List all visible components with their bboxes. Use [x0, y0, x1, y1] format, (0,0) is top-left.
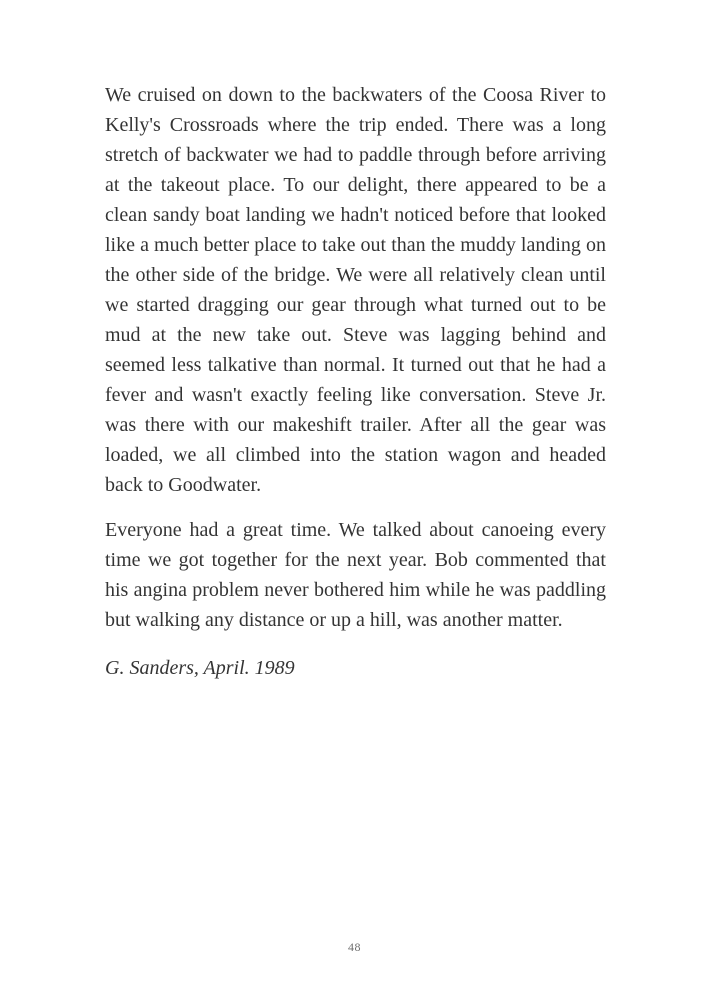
text-block	[105, 80, 606, 698]
body-paragraph: We cruised on down to the backwaters of the Coosa River to Kelly's Crossroads where the trip ended. There was a long stretch of backwater we had to paddle through before arriving at the takeout place. To our delight, there appeared to be a clean sandy boat landing we hadn't noticed before that looked like a much better place to take out than the muddy landing on the other side of the bridge. We were all relatively clean until we started dragging our gear through what turned out to be mud at the new take out. Steve was lagging behind and seemed less talkative than normal. It turned out that he had a fever and wasn't exactly feeling like conversation. Steve Jr. was there with our makeshift trailer. After all the gear was loaded, we all climbed into the station wagon and headed back to Goodwater.	[105, 84, 606, 496]
signature-line: G. Sanders, April. 1989	[105, 657, 295, 679]
page-number: 48	[348, 940, 361, 954]
page-footer	[0, 938, 709, 956]
body-paragraph: Everyone had a great time. We talked about canoeing every time we got together for the next year. Bob commented that his angina problem never bothered him while he was paddling but walking any distance or up a hill, was another matter.	[105, 519, 606, 631]
